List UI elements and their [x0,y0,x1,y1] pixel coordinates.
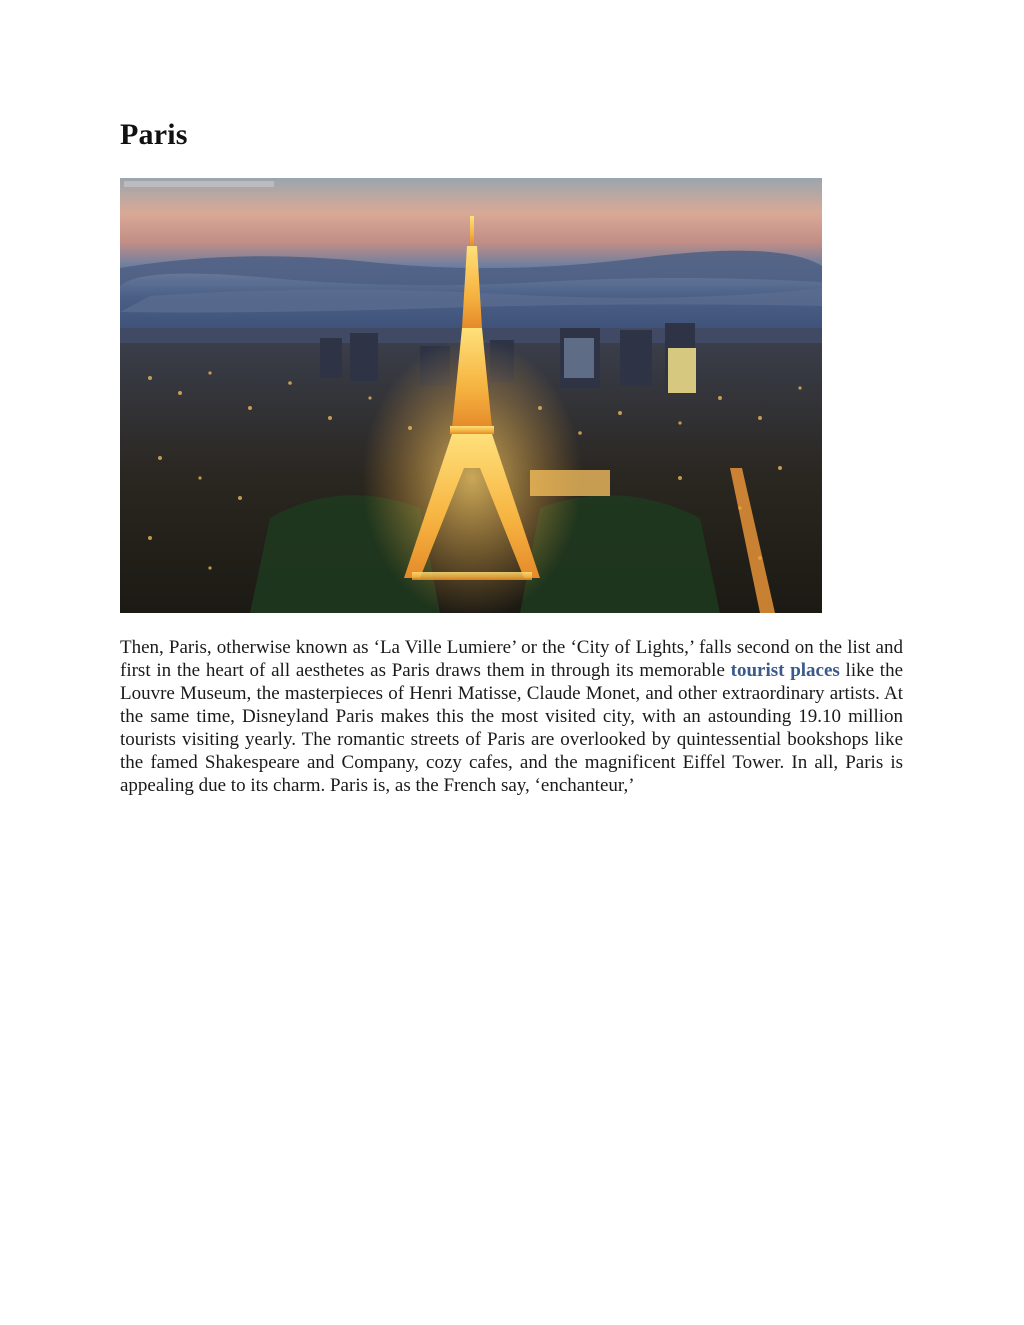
eiffel-tower-image [120,178,822,613]
article-paragraph [120,636,903,797]
tourist-places-link[interactable]: tourist places [730,660,840,681]
eiffel-tower-photo [120,178,822,613]
article-text-after-link: like the Louvre Museum, the masterpieces of Henri Matisse, Claude Monet, and other extraordinary artists. At the same time, Disneyland Paris makes this the most visited city, with an astounding 19.10 million tourists visiting yearly. The romantic streets of Paris are overlooked by quintessential bookshops like the famed Shakespeare and Company, cozy cafes, and the magnificent Eiffel Tower. In all, Paris is appealing due to its charm. Paris is, as the French say, ‘enchanteur,’ [120,660,904,796]
page-title: Paris [120,118,188,151]
article-text-before-link: Then, Paris, otherwise known as ‘La Ville Lumiere’ or the ‘City of Lights,’ falls second on the list and first in the heart of all aesthetes as Paris draws them in through its memorable [120,637,903,681]
